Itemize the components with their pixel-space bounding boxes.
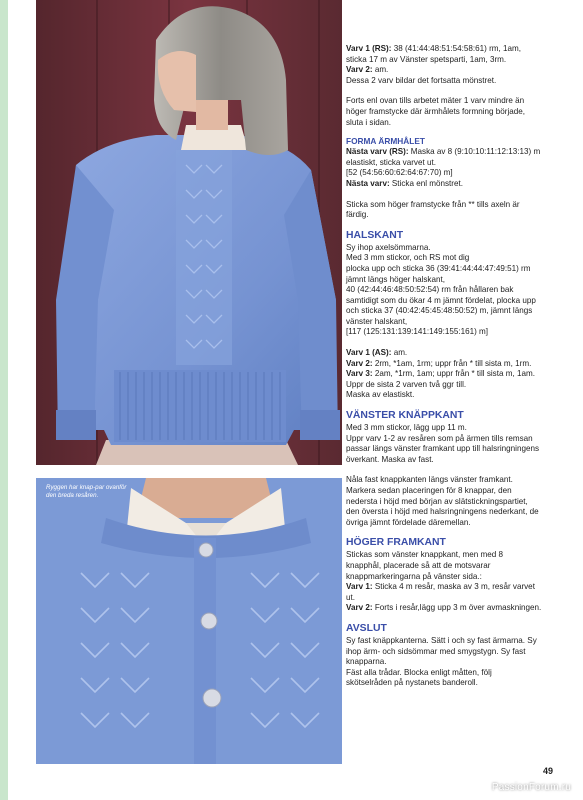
text-line — [346, 118, 568, 129]
section-vanster-knappkant — [346, 409, 568, 528]
bold-label: Varv 2: — [346, 65, 375, 75]
text-line — [346, 668, 568, 679]
text-line — [346, 486, 568, 497]
text-run: passar längs vänster framkant upp till halsringningens — [346, 444, 540, 454]
text-line — [346, 518, 568, 529]
paragraph-gap — [346, 86, 568, 96]
bold-label: Varv 1 (AS): — [346, 348, 394, 358]
text-line — [346, 678, 568, 689]
paragraph — [346, 550, 568, 614]
text-line — [346, 497, 568, 508]
text-line — [346, 550, 568, 561]
text-line — [346, 179, 568, 190]
magazine-page — [8, 0, 583, 800]
text-line — [346, 243, 568, 254]
text-run: Med 3 mm stickor, och RS mot dig — [346, 253, 470, 263]
text-run: jämnt längs höger halskant, — [346, 274, 445, 284]
text-run: sticka 17 m av Vänster spetsparti, 1am, 3rm. — [346, 54, 507, 64]
paragraph — [346, 348, 568, 401]
section-intro — [346, 44, 568, 128]
text-run: färdig. — [346, 210, 369, 220]
bold-label: Varv 2: — [346, 603, 375, 613]
text-line — [346, 296, 568, 307]
text-run: Stickas som vänster knappkant, men med 8 — [346, 550, 504, 560]
text-run: Uppr varv 1-2 av resåren som på ärmen tills remsan — [346, 433, 533, 443]
text-line — [346, 107, 568, 118]
section-halskant — [346, 229, 568, 401]
text-run: vänster halskant, — [346, 316, 408, 326]
text-run: Markera sedan placeringen för 8 knappar, den — [346, 486, 512, 495]
text-run: plocka upp och sticka 36 (39:41:44:44:47:49:51) rm — [346, 263, 531, 273]
section-hoger-framkant — [346, 536, 568, 614]
photo-caption: Ryggen har knap-par ovanför den breda resåren. — [46, 484, 127, 499]
photo-back-view — [36, 0, 342, 465]
paragraph — [346, 96, 568, 128]
page-number: 49 — [542, 766, 553, 776]
text-line — [346, 572, 568, 583]
text-line — [346, 317, 568, 328]
text-run: elastiskt, sticka varvet ut. — [346, 157, 436, 167]
section-avslut — [346, 622, 568, 689]
paragraph-gap — [346, 190, 568, 200]
text-run: ut. — [346, 592, 355, 602]
text-line — [346, 390, 568, 401]
text-run: [117 (125:131:139:141:149:155:161) m] — [346, 327, 489, 337]
text-line — [346, 647, 568, 658]
text-run: Nåla fast knappkanten längs vänster framkant. — [346, 475, 513, 485]
text-run: 40 (42:44:46:48:50:52:54) rm från hållaren bak — [346, 285, 514, 295]
text-run: Maska av 8 (9:10:10:11:12:13:13) m — [410, 147, 541, 157]
text-run: nedersta i höjd med början av slätstickningspartiet, — [346, 496, 528, 506]
text-line — [346, 475, 568, 486]
photo-closeup-buttons — [36, 478, 342, 764]
text-line — [346, 593, 568, 604]
section-heading: HALSKANT — [346, 229, 404, 241]
text-line — [346, 275, 568, 286]
text-line — [346, 44, 568, 55]
text-run: och sticka 37 (40:42:45:45:48:50:52) m, jämnt längs — [346, 306, 533, 316]
text-line — [346, 455, 568, 466]
photo-back-view-illustration — [36, 0, 342, 465]
text-run: Med 3 mm stickor, lägg upp 11 m. — [346, 423, 467, 433]
text-run: överkant. Maska av fast. — [346, 454, 434, 464]
text-run: sluta i sidan. — [346, 117, 391, 127]
text-line — [346, 264, 568, 275]
text-line — [346, 348, 568, 359]
paragraph — [346, 243, 568, 338]
paragraph — [346, 423, 568, 465]
text-run: Forts i resår,lägg upp 3 m över avmaskningen. — [374, 603, 542, 613]
section-heading: AVSLUT — [346, 622, 387, 634]
text-line — [346, 603, 568, 614]
text-line — [346, 55, 568, 66]
instruction-column — [346, 44, 568, 689]
bold-label: Nästa varv: — [346, 178, 392, 188]
text-run: [52 (54:56:60:62:64:67:70) m] — [346, 168, 453, 178]
text-run: Fäst alla trådar. Blocka enligt måtten, följ — [346, 667, 492, 677]
text-run: samtidigt som du ökar 4 m jämnt fördelat, plocka upp — [346, 295, 536, 305]
paragraph — [346, 636, 568, 689]
text-run: Sy fast knäppkanterna. Sätt i och sy fast ärmarna. Sy — [346, 635, 537, 645]
text-run: 2rm, *1am, 1rm; uppr från * till sista m, 1rm. — [374, 358, 532, 368]
section-heading: HÖGER FRAMKANT — [346, 537, 446, 549]
text-run: Sticka enl mönstret. — [391, 178, 463, 188]
text-run: knappmarkeringarna på vänster sida.: — [346, 571, 482, 581]
text-line — [346, 582, 568, 593]
paragraph-gap — [346, 338, 568, 348]
text-run: knapparna. — [346, 657, 387, 667]
section-forma-armhalet — [346, 136, 568, 221]
paragraph — [346, 475, 568, 528]
bold-label: Varv 1 (RS): — [346, 44, 394, 53]
text-run: Forts enl ovan tills arbetet mäter 1 varv mindre än — [346, 96, 525, 106]
paragraph — [346, 44, 568, 86]
text-line — [346, 561, 568, 572]
text-run: den översta i höjd med halsringningens nederkant, de — [346, 507, 539, 517]
text-run: knapphål, placerade så att de motsvarar — [346, 560, 491, 570]
text-run: Maska av elastiskt. — [346, 390, 415, 400]
text-run: Sticka som höger framstycke från ** tills axeln är — [346, 199, 520, 209]
text-run: höger framstycke där ärmhålets formning började, — [346, 106, 526, 116]
text-line — [346, 76, 568, 87]
text-line — [346, 210, 568, 221]
text-run: am. — [374, 65, 389, 75]
text-line — [346, 434, 568, 445]
watermark: PassionForum.ru — [491, 782, 571, 793]
text-line — [346, 306, 568, 317]
text-run: 2am, *1rm, 1am; uppr från * till sista m, 1am. — [374, 369, 535, 379]
text-line — [346, 444, 568, 455]
text-line — [346, 158, 568, 169]
text-run: Dessa 2 varv bildar det fortsatta mönstret. — [346, 75, 497, 85]
text-line — [346, 253, 568, 264]
text-line — [346, 96, 568, 107]
bold-label: Nästa varv (RS): — [346, 147, 411, 157]
text-line — [346, 423, 568, 434]
bold-label: Varv 3: — [346, 369, 375, 379]
text-line — [346, 327, 568, 338]
text-line — [346, 657, 568, 668]
paragraph-gap — [346, 465, 568, 475]
text-run: Sticka 4 m resår, maska av 3 m, resår varvet — [374, 582, 535, 592]
text-run: ihop ärm- och sidsömmar med smygstygn. Sy fast — [346, 646, 526, 656]
text-run: skötselråden på nystanets banderoll. — [346, 678, 478, 688]
bold-label: Varv 2: — [346, 358, 375, 368]
text-line — [346, 285, 568, 296]
text-line — [346, 369, 568, 380]
text-line — [346, 168, 568, 179]
text-run: Uppr de sista 2 varven två ggr till. — [346, 379, 467, 389]
text-run: övriga jämnt fördelade däremellan. — [346, 517, 471, 527]
section-heading: VÄNSTER KNÄPPKANT — [346, 410, 464, 422]
section-heading: FORMA ÄRMHÅLET — [346, 136, 425, 147]
text-line — [346, 65, 568, 76]
photo-closeup-illustration — [36, 478, 342, 764]
text-line — [346, 359, 568, 370]
paragraph — [346, 200, 568, 221]
bold-label: Varv 1: — [346, 582, 375, 592]
text-line — [346, 200, 568, 211]
text-run: Sy ihop axelsömmarna. — [346, 242, 431, 252]
text-run: am. — [393, 348, 408, 358]
text-run: 38 (41:44:48:51:54:58:61) rm, 1am, — [393, 44, 522, 53]
text-line — [346, 380, 568, 391]
text-line — [346, 507, 568, 518]
paragraph — [346, 147, 568, 189]
text-line — [346, 636, 568, 647]
text-line — [346, 147, 568, 158]
